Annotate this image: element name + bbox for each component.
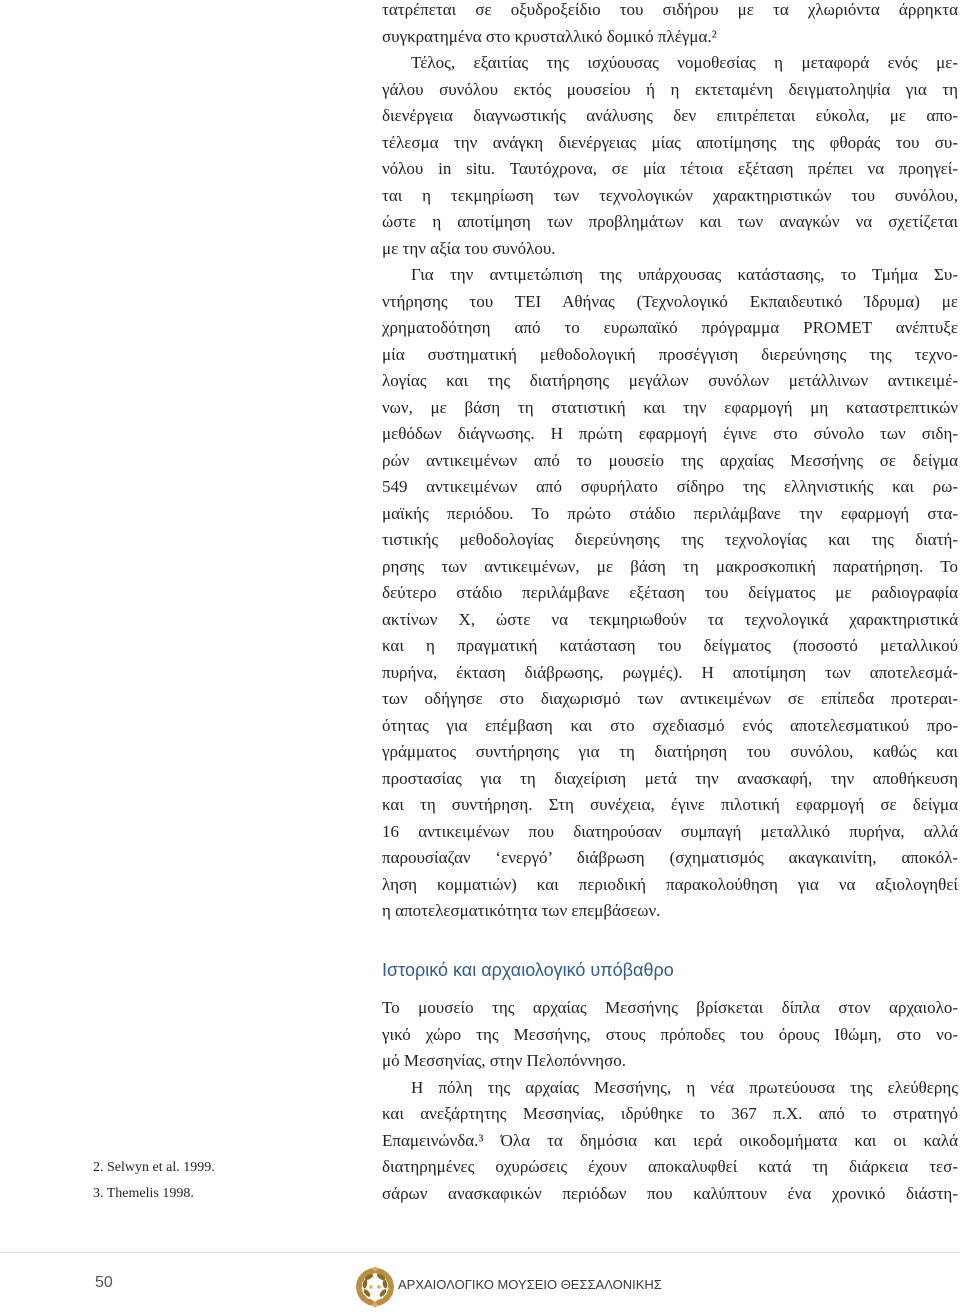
text-line: λογίας και της διατήρησης μεγάλων συνόλων μετάλλινων αντικειμέ- [382,371,958,390]
text-line: τέλεσμα την ανάγκη διενέργειας μίας αποτίμησης της φθοράς του συ- [382,132,958,152]
text-line: Για την αντιμετώπιση της υπάρχουσας κατάστασης, το Τμήμα Συ- [411,265,958,284]
text-line: Το μουσείο της αρχαίας Μεσσήνης βρίσκεται δίπλα στον αρχαιολο- [382,998,958,1017]
text-line: δεύτερο στάδιο περιλάμβανε εξέταση του δείγματος με ραδιογραφία [382,583,958,602]
text-line: ότητας για επέμβαση και στο σχεδιασμό ενός αποτελεσματικού προ- [382,715,958,735]
footnote: 2. Selwyn et al. 1999. [93,1160,215,1175]
text-line: 549 αντικειμένων από σφυρήλατο σίδηρο της ελληνιστικής και ρω- [382,477,958,496]
text-line: γράμματος συντήρησης για τη διατήρηση του συνόλου, καθώς και [382,742,958,761]
text-line: προστασίας για τη διαχείριση μετά την ανασκαφή, την αποθήκευση [382,768,958,788]
footer-divider [0,1252,960,1253]
text-line: πυρήνα, έκταση διάβρωσης, ρωγμές). Η αποτίμηση των αποτελεσμά- [382,662,958,682]
text-line: μεθόδων διάγνωσης. Η πρώτη εφαρμογή έγινε στο σύνολο των σιδη- [382,424,958,443]
text-line: χρηματοδότηση από το ευρωπαϊκό πρόγραμμα PROMET ανέπτυξε [382,318,958,337]
text-line: ακτίνων Χ, ώστε να τεκμηριωθούν τα τεχνολογικά χαρακτηριστικά [382,609,958,629]
text-line: των οδήγησε στο διαχωρισμό των αντικειμένων σε επίπεδα προτεραι- [382,689,958,708]
text-line: γάλου συνόλου εκτός μουσείου ή η εκτεταμένη δειγματοληψία για τη [382,79,958,99]
text-line: η αποτελεσματικότητα των επεμβάσεων. [382,901,661,920]
text-line: μαϊκής περιόδου. Το πρώτο στάδιο περιλάμβανε την εφαρμογή στα- [382,503,958,523]
paragraph-continued [382,0,958,50]
gold-wreath-icon [352,1260,398,1312]
text-line: και ανεξάρτητης Μεσσηνίας, ιδρύθηκε το 367 π.Χ. από το στρατηγό [382,1104,958,1123]
main-text-column [382,0,958,925]
paragraph [382,262,958,925]
text-line: και η πραγματική κατάσταση του δείγματος (ποσοστό μεταλλικού [382,636,958,655]
paragraph [382,1075,958,1208]
text-line: ται η τεκμηρίωση των τεχνολογικών χαρακτηριστικών του συνόλου, [382,185,958,205]
text-line: διενέργεια διαγνωστικής ανάλυσης δεν επιτρέπεται εύκολα, με απο- [382,106,958,125]
section-heading: Ιστορικό και αρχαιολογικό υπόβαθρο [382,960,674,980]
text-line: Η πόλη της αρχαίας Μεσσήνης, η νέα πρωτεύουσα της ελεύθερης [411,1077,958,1097]
footnote: 3. Themelis 1998. [93,1186,194,1201]
text-line: με την αξία του συνόλου. [382,238,556,258]
text-line: νων, με βάση τη στατιστική και την εφαρμογή μη καταστρεπτικών [382,397,958,417]
text-line: και τη συντήρηση. Στη συνέχεια, έγινε πιλοτική εφαρμογή σε δείγμα [382,795,958,814]
text-line: ρησης των αντικειμένων, με βάση τη μακροσκοπική παρατήρηση. Το [382,556,958,576]
text-line: τατρέπεται σε οξυδροξείδιο του σιδήρου με τα χλωριόντα άρρηκτα [382,0,958,19]
paragraph [382,995,958,1075]
text-line: ώστε η αποτίμηση των προβλημάτων και των αναγκών να σχετίζεται [382,212,958,231]
text-line: ληση κομματιών) και περιοδική παρακολούθηση για να αξιολογηθεί [382,874,958,894]
section-text-column [382,995,958,1207]
text-line: συγκρατημένα στο κρυσταλλικό δομικό πλέγμα.² [382,26,717,46]
text-line: Τέλος, εξαιτίας της ισχύουσας νομοθεσίας η μεταφορά ενός με- [411,53,958,72]
text-line: ντήρησης του ΤΕΙ Αθήνας (Τεχνολογικό Εκπαιδευτικό Ίδρυμα) με [382,291,958,311]
text-line: Επαμεινώνδα.³ Όλα τα δημόσια και ιερά οικοδομήματα και οι καλά [382,1130,958,1150]
text-line: διατηρημένες οχυρώσεις έχουν αποκαλυφθεί κατά τη διάρκεια τεσ- [382,1157,958,1176]
footnotes [93,1155,293,1207]
museum-name: ΑΡΧΑΙΟΛΟΓΙΚΟ ΜΟΥΣΕΙΟ ΘΕΣΣΑΛΟΝΙΚΗΣ [398,1277,662,1292]
text-line: μία συστηματική μεθοδολογική προσέγγιση διερεύνησης της τεχνο- [382,344,958,364]
text-line: μό Μεσσηνίας, στην Πελοπόννησο. [382,1051,626,1070]
text-line: σάρων ανασκαφικών περιόδων που καλύπτουν ένα χρονικό διάστη- [382,1183,958,1203]
text-line: 16 αντικειμένων που διατηρούσαν συμπαγή μεταλλικό πυρήνα, αλλά [382,821,958,841]
paragraph [382,50,958,262]
text-line: νόλου in situ. Ταυτόχρονα, σε μία τέτοια εξέταση πρέπει να προηγεί- [382,159,958,178]
text-line: παρουσίαζαν ‘ενεργό’ διάβρωση (σχηματισμός ακαγκαινίτη, αποκόλ- [382,848,958,867]
text-line: τιστικής μεθοδολογίας διερεύνησης της τεχνολογίας και της διατή- [382,530,958,549]
page-number: 50 [95,1274,113,1291]
text-line: ρών αντικειμένων από το μουσείο της αρχαίας Μεσσήνης σε δείγμα [382,450,958,470]
text-line: γικό χώρο της Μεσσήνης, στους πρόποδες του όρους Ιθώμη, στο νο- [382,1024,958,1044]
